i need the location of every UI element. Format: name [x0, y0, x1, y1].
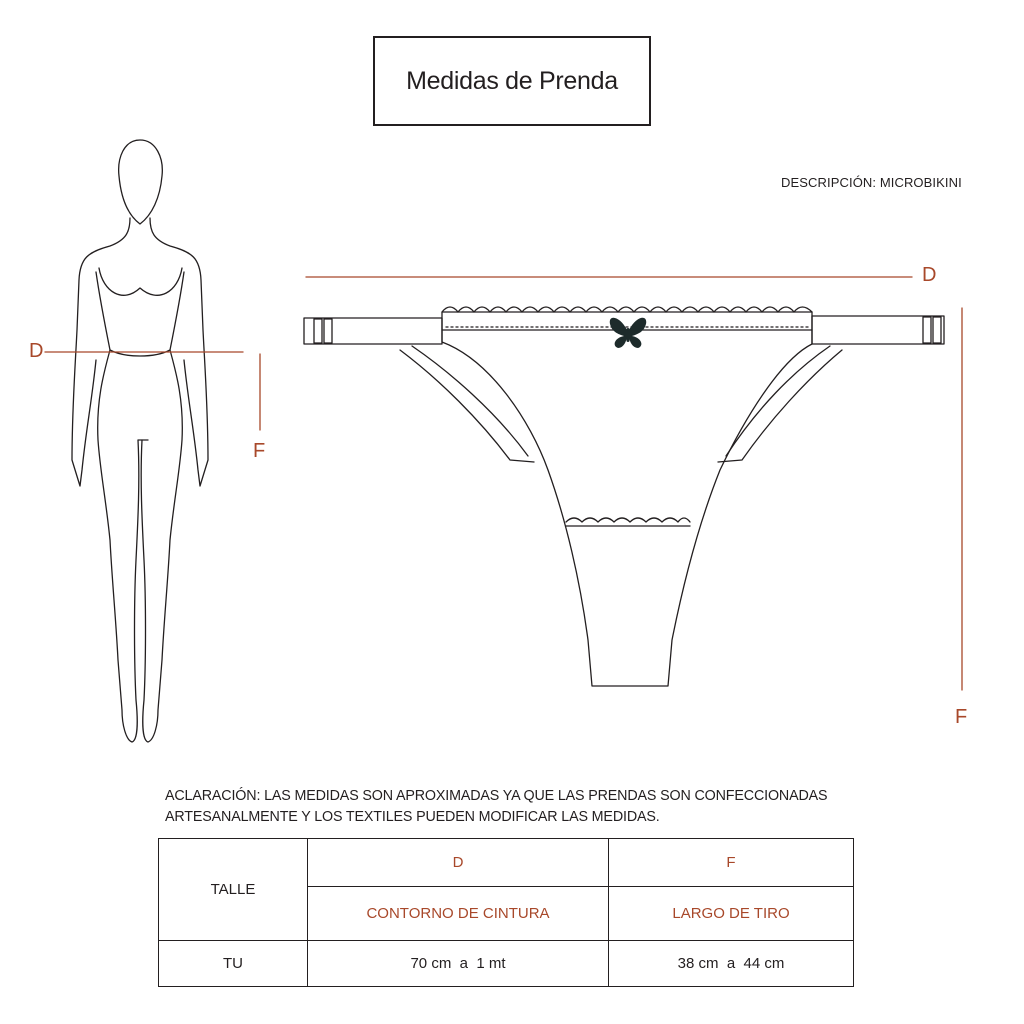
row-talle: TU	[159, 941, 308, 987]
talle-header: TALLE	[159, 839, 308, 941]
garment-f-marker: F	[955, 706, 968, 728]
garment	[304, 307, 944, 686]
garment-description: DESCRIPCIÓN: MICROBIKINI	[781, 175, 962, 190]
body-f-marker: F	[253, 440, 266, 462]
body-d-marker: D	[29, 340, 44, 362]
col-d-letter: D	[308, 839, 609, 887]
col-f-letter: F	[609, 839, 854, 887]
size-table	[158, 838, 854, 987]
butterfly-icon	[610, 318, 646, 348]
garment-d-marker: D	[922, 264, 937, 286]
row-f-value: 38 cm a 44 cm	[609, 941, 854, 987]
row-d-value: 70 cm a 1 mt	[308, 941, 609, 987]
table-row	[159, 941, 854, 987]
col-f-name: LARGO DE TIRO	[609, 887, 854, 941]
disclaimer-note: ACLARACIÓN: LAS MEDIDAS SON APROXIMADAS YA QUE LAS PRENDAS SON CONFECCIONADAS ARTESANALMENTE Y LOS TEXTILES PUEDEN MODIFICAR LAS MEDIDAS.	[165, 788, 828, 825]
body-figure	[72, 140, 208, 742]
col-d-name: CONTORNO DE CINTURA	[308, 887, 609, 941]
page-title: Medidas de Prenda	[373, 36, 651, 126]
